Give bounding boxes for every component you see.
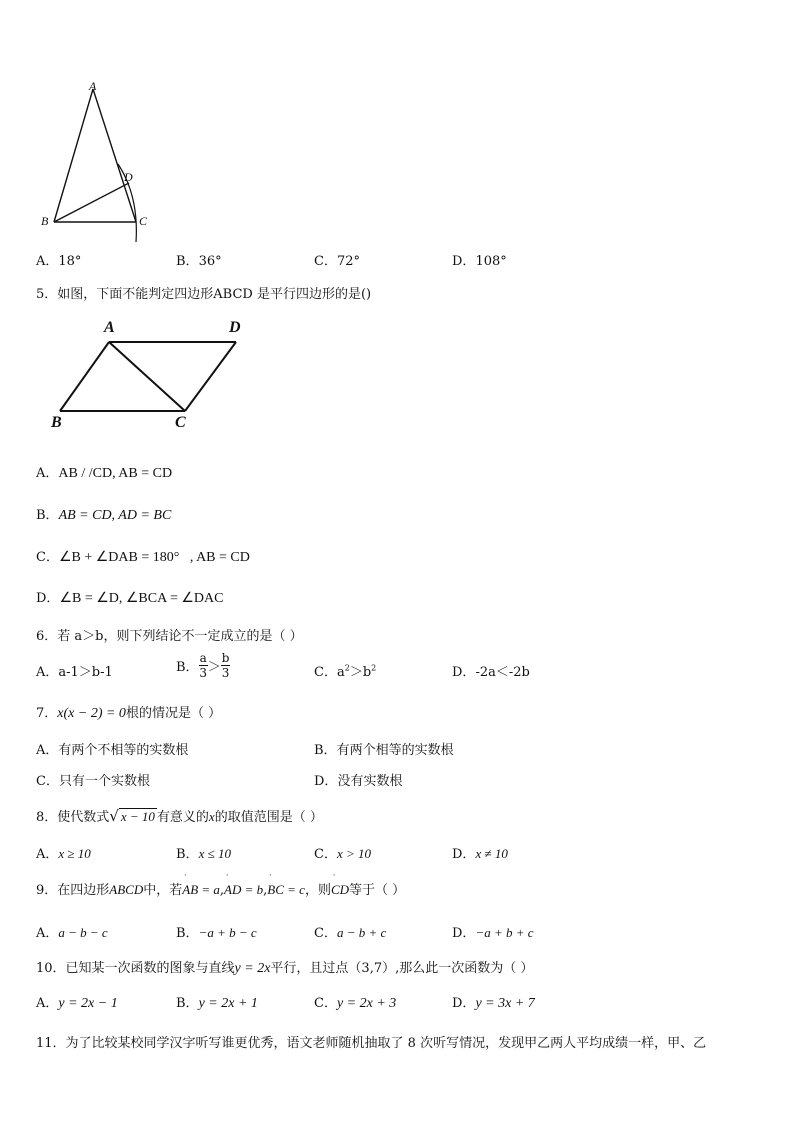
option-label: C．: [314, 996, 337, 1011]
stem-text: 有意义的: [156, 810, 209, 825]
q8-stem: [36, 806, 323, 825]
q5-label-d: D: [229, 319, 241, 336]
vector-ab: ﾞ AB = a: [182, 882, 220, 898]
exponent: 2: [371, 663, 377, 673]
q8-option-a[interactable]: [36, 843, 91, 862]
option-text: 108°: [475, 254, 507, 269]
quadrilateral-name: ABCD: [109, 882, 144, 897]
option-text: AB / /CD, AB = CD: [58, 466, 173, 481]
option-text: x ≥ 10: [58, 846, 91, 861]
q4-option-c[interactable]: [314, 250, 360, 269]
fraction: [221, 651, 231, 680]
vector-bc: ﾞ BC = c: [267, 882, 305, 898]
q4-label-c: C: [139, 214, 148, 228]
option-text: 72°: [336, 254, 360, 269]
q4-label-a: A: [89, 79, 97, 93]
option-text: b: [362, 665, 372, 680]
question-number: 7．: [36, 706, 58, 721]
q5-diagonal-ac: [109, 342, 185, 411]
option-label: C．: [314, 254, 337, 269]
option-label: A．: [36, 996, 59, 1011]
option-label: B．: [176, 847, 199, 862]
stem-text: 根的情况是（ ）: [125, 706, 222, 721]
radicand: x − 10: [120, 809, 155, 824]
option-label: A．: [36, 847, 59, 862]
q5-option-b[interactable]: [36, 504, 171, 524]
q8-option-b[interactable]: [176, 843, 231, 862]
option-label: C．: [36, 550, 59, 565]
q10-stem: [36, 957, 533, 977]
q7-option-d[interactable]: [314, 770, 402, 789]
q10-option-a[interactable]: [36, 992, 118, 1012]
option-text: ∠B + ∠DAB = 180° , AB = CD: [58, 550, 250, 565]
option-text: −a + b − c: [198, 925, 257, 940]
option-text: a-1＞b-1: [58, 665, 113, 680]
option-label: C．: [314, 847, 337, 862]
option-label: B．: [176, 254, 199, 269]
exponent: 2: [344, 663, 350, 673]
stem-text: 的取值范围是（ ）: [214, 810, 323, 825]
option-text: -2a＜-2b: [475, 665, 530, 680]
option-label: D．: [452, 926, 476, 941]
option-label: A．: [36, 743, 59, 758]
separator: ,: [219, 883, 225, 898]
option-text: y = 2x + 1: [198, 996, 258, 1011]
q6-option-c[interactable]: [314, 661, 376, 680]
relation: ＞: [207, 660, 221, 675]
q4-triangle-figure: [36, 76, 156, 246]
option-text: 18°: [58, 254, 82, 269]
option-label: B．: [36, 508, 59, 523]
option-text: y = 3x + 7: [475, 996, 535, 1011]
q5-stem: 5．如图，下面不能判定四边形ABCD 是平行四边形的是(): [36, 287, 372, 302]
q4-label-b: B: [41, 214, 49, 228]
q7-stem: [36, 702, 221, 722]
denominator: 3: [199, 666, 207, 680]
option-text: AB = CD, AD = BC: [58, 508, 172, 523]
q4-option-d[interactable]: [452, 250, 507, 269]
q6-option-a[interactable]: [36, 661, 113, 680]
option-label: A．: [36, 466, 59, 481]
numerator: b: [221, 651, 230, 665]
option-label: D．: [452, 847, 476, 862]
option-label: B．: [176, 926, 199, 941]
q10-option-b[interactable]: [176, 992, 258, 1012]
option-text: a − b + c: [336, 925, 387, 940]
q8-option-c[interactable]: [314, 843, 371, 862]
option-text: 有两个相等的实数根: [336, 743, 454, 758]
option-text: 有两个不相等的实数根: [58, 743, 189, 758]
option-text: a: [336, 665, 345, 680]
q4-option-a[interactable]: [36, 250, 81, 269]
stem-text: ，则: [304, 883, 331, 898]
option-label: D．: [36, 591, 60, 606]
q11-stem: 11．为了比较某校同学汉字听写谁更优秀，语文老师随机抽取了 8 次听写情况，发现甲乙两人平均成绩一样，甲、乙: [36, 1036, 707, 1051]
vector-ad: ﾞ AD = b: [224, 882, 263, 898]
q5-option-d[interactable]: [36, 587, 223, 607]
option-text: 只有一个实数根: [58, 774, 150, 789]
option-text: x > 10: [336, 846, 371, 861]
option-text: a − b − c: [58, 925, 108, 940]
option-label: B．: [176, 660, 199, 675]
q9-stem: [36, 879, 405, 898]
equation: x(x − 2) = 0: [57, 706, 126, 721]
q10-option-c[interactable]: [314, 992, 396, 1012]
option-label: D．: [452, 996, 476, 1011]
stem-text: 中，若: [143, 883, 183, 898]
stem-text: 等于（ ）: [349, 883, 406, 898]
q4-side-ab: [54, 89, 93, 222]
q4-side-ac: [93, 89, 136, 222]
denominator: 3: [221, 666, 230, 680]
q6-option-d[interactable]: [452, 661, 530, 680]
option-text: x ≤ 10: [198, 846, 231, 861]
numerator: a: [199, 651, 207, 665]
option-label: D．: [314, 774, 338, 789]
q5-option-c[interactable]: [36, 546, 250, 566]
q5-label-a: A: [104, 319, 115, 336]
stem-text: 10．已知某一次函数的图象与直线: [36, 961, 235, 976]
q4-segment-bd: [54, 183, 129, 222]
relation: ＞: [349, 665, 363, 680]
stem-text: 9．在四边形: [36, 883, 110, 898]
option-label: C．: [314, 665, 337, 680]
q7-option-c[interactable]: [36, 770, 150, 789]
option-text: y = 2x + 3: [336, 996, 397, 1011]
q9-option-c[interactable]: [314, 922, 386, 941]
q4-label-d: D: [124, 170, 133, 184]
q4-option-b[interactable]: [176, 250, 222, 269]
option-label: A．: [36, 665, 59, 680]
q5-label-b: B: [51, 414, 62, 431]
q5-side-cd: [185, 342, 236, 411]
stem-text: 平行，且过点（3,7）,那么此一次函数为（ ）: [270, 961, 534, 976]
fraction: [199, 651, 208, 680]
q7-option-a[interactable]: [36, 739, 188, 758]
line-equation: y = 2x: [234, 961, 271, 976]
option-label: B．: [176, 996, 199, 1011]
option-label: C．: [314, 926, 337, 941]
q9-option-a[interactable]: [36, 922, 108, 941]
option-label: A．: [36, 926, 59, 941]
q6-stem: 6．若 a＞b，则下列结论不一定成立的是（ ）: [36, 629, 303, 644]
q5-label-c: C: [175, 414, 186, 431]
option-label: A．: [36, 254, 59, 269]
q7-option-b[interactable]: [314, 739, 454, 758]
sqrt-symbol: √: [109, 807, 119, 825]
q6-option-b[interactable]: [176, 651, 230, 680]
stem-text: 8．使代数式: [36, 810, 110, 825]
option-text: y = 2x − 1: [58, 996, 118, 1011]
separator: ,: [263, 883, 268, 898]
option-label: B．: [314, 743, 337, 758]
variable: x: [208, 809, 215, 824]
vector-cd: ﾞ CD: [331, 882, 349, 898]
option-label: C．: [36, 774, 59, 789]
option-label: D．: [452, 665, 476, 680]
option-text: 没有实数根: [337, 774, 403, 789]
option-text: ∠B = ∠D, ∠BCA = ∠DAC: [59, 591, 224, 606]
q5-option-a[interactable]: [36, 462, 172, 482]
q9-option-b[interactable]: [176, 922, 257, 941]
q10-option-d[interactable]: [452, 992, 535, 1012]
option-text: x ≠ 10: [475, 846, 508, 861]
q9-option-d[interactable]: [452, 922, 534, 941]
q8-option-d[interactable]: [452, 843, 508, 862]
q5-side-ab: [60, 342, 109, 411]
option-text: 36°: [198, 254, 222, 269]
option-label: D．: [452, 254, 476, 269]
option-text: −a + b + c: [475, 925, 534, 940]
q5-parallelogram-figure: [50, 330, 250, 420]
